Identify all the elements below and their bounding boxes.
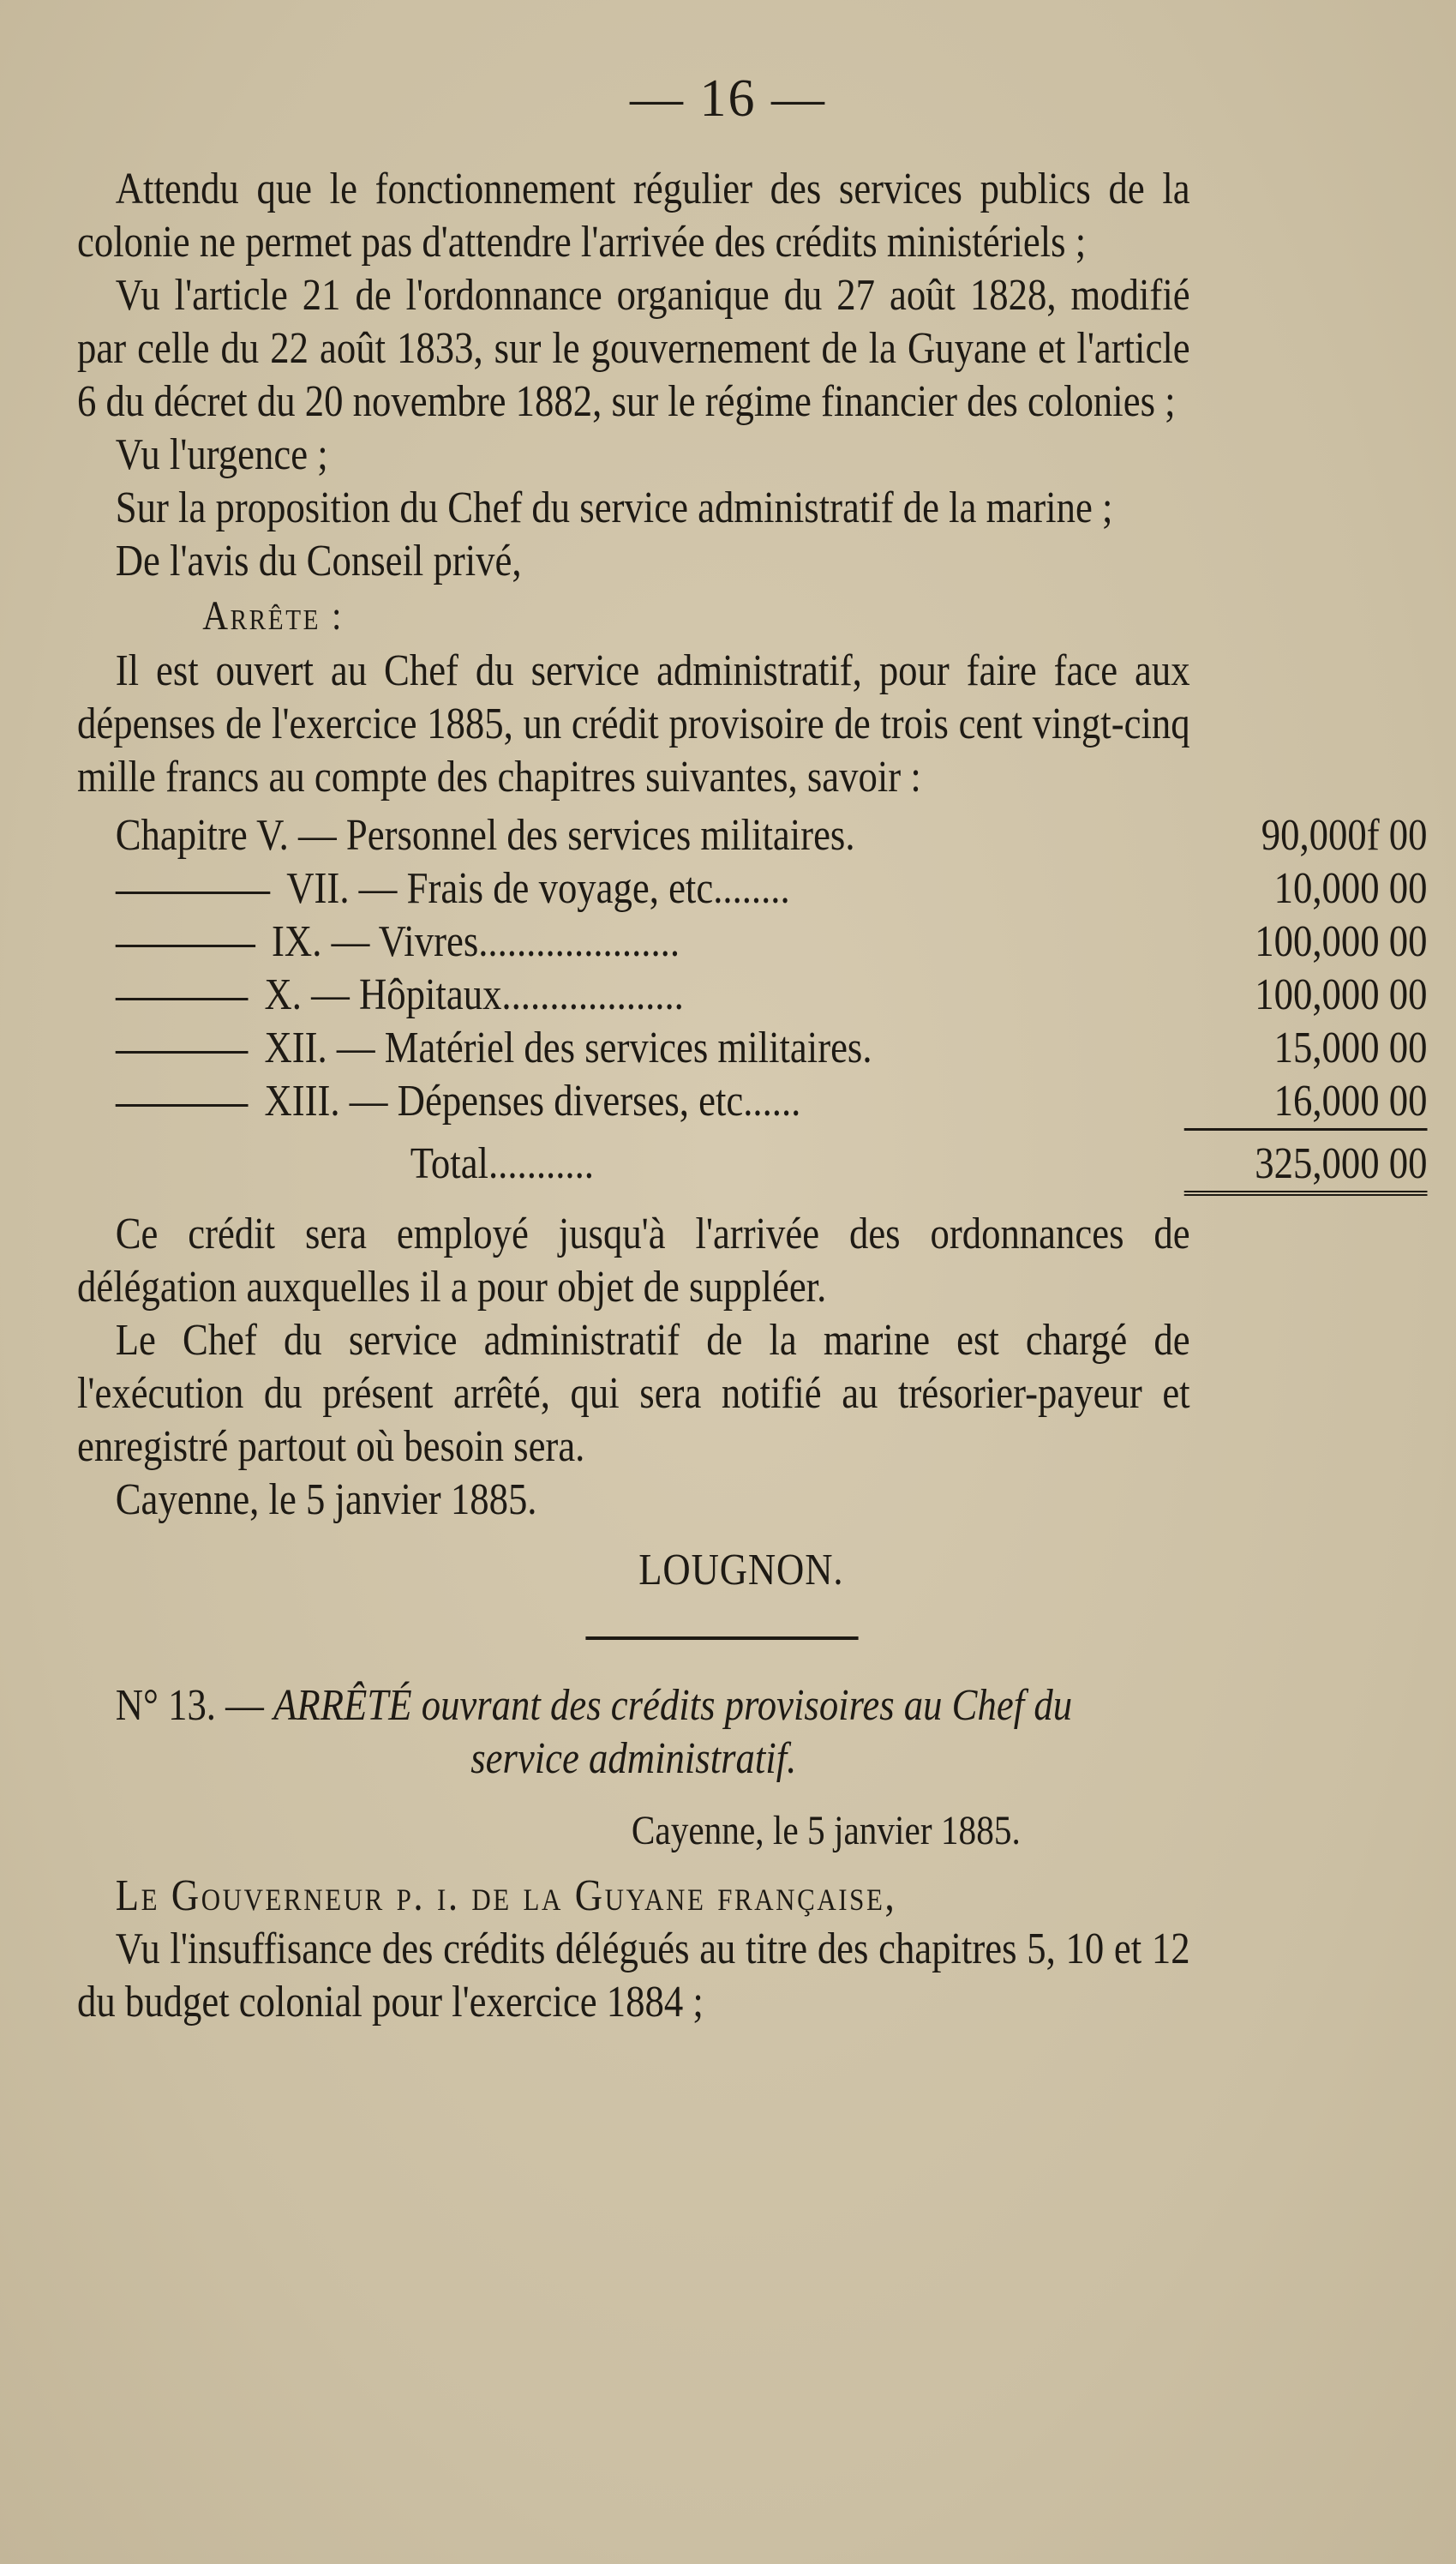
chapter-amount: 10,000 00 (1273, 864, 1428, 913)
act-heading (77, 1679, 1190, 1732)
table-row (116, 969, 1428, 1022)
chapter-label: Chapitre V. — Personnel des services militaires. (115, 811, 855, 860)
act-title: ARRÊTÉ ouvrant des crédits provisoires au Chef du (273, 1681, 1073, 1730)
credits-table (116, 809, 1428, 1196)
chapter-label: XIII. — Dépenses diverses, etc...... (264, 1077, 801, 1126)
ditto-dash (116, 998, 249, 1000)
chapter-label: XII. — Matériel des services militaires. (264, 1024, 872, 1072)
paragraph-credit-employe: Ce crédit sera employé jusqu'à l'arrivée des ordonnances de délégation auxquelles il a pour objet de suppléer. (77, 1210, 1190, 1312)
table-row (116, 862, 1428, 916)
chapter-label: IX. — Vivres..................... (272, 917, 680, 966)
table-row (116, 809, 1428, 862)
paragraph-execution: Le Chef du service administratif de la marine est chargé de l'exécution du présent arrêté, qui sera notifié au trésorier-payeur et enregistré partout où besoin sera. (77, 1316, 1190, 1471)
governor-line: Le Gouverneur p. i. de la Guyane française, (115, 1871, 897, 1920)
signature: LOUGNON. (638, 1546, 844, 1594)
total-label: Total........... (410, 1139, 594, 1188)
total-row (116, 1130, 1428, 1194)
table-row (116, 1075, 1428, 1130)
ditto-dash (116, 892, 271, 894)
chapter-label: VII. — Frais de voyage, etc........ (286, 864, 790, 913)
chapter-label: X. — Hôpitaux................... (264, 970, 684, 1019)
chapter-amount: 16,000 00 (1184, 1075, 1428, 1130)
heading-arrete: Arrête : (202, 593, 345, 639)
chapter-amount: 100,000 00 (1255, 917, 1428, 966)
ditto-dash (116, 1051, 249, 1054)
act-title-continued: service administratif. (470, 1734, 797, 1783)
ditto-dash (116, 945, 255, 947)
table-row (116, 1022, 1428, 1075)
act-number: N° 13. — (115, 1681, 264, 1730)
paragraph-vu-article: Vu l'article 21 de l'ordonnance organique du 27 août 1828, modifié par celle du 22 août 1833, sur le gouvernement de la Guyane et l'article 6 du décret du 20 novembre 1882, sur le régime financier des colonies ; (77, 271, 1190, 426)
paragraph-insuffisance: Vu l'insuffisance des crédits délégués au titre des chapitres 5, 10 et 12 du budget colonial pour l'exercice 1884 ; (77, 1925, 1190, 2027)
paragraph-attendu: Attendu que le fonctionnement régulier des services publics de la colonie ne permet pas d'attendre l'arrivée des crédits ministériels ; (77, 165, 1190, 267)
total-amount: 325,000 00 (1184, 1130, 1428, 1194)
chapter-amount: 100,000 00 (1255, 970, 1428, 1019)
table-row (116, 916, 1428, 969)
document-body (77, 163, 1428, 2029)
page-number: — 16 — (630, 69, 826, 128)
paragraph-proposition: Sur la proposition du Chef du service administratif de la marine ; (115, 483, 1113, 532)
paragraph-avis: De l'avis du Conseil privé, (115, 537, 522, 585)
chapter-amount: 90,000f 00 (1261, 811, 1428, 860)
paragraph-credit-ouvert: Il est ouvert au Chef du service administratif, pour faire face aux dépenses de l'exercice 1885, un crédit provisoire de trois cent vingt-cinq mille francs au compte des chapitres suivantes, savoir : (77, 646, 1190, 802)
chapter-amount: 15,000 00 (1273, 1024, 1428, 1072)
section-divider (585, 1636, 858, 1640)
closing-date: Cayenne, le 5 janvier 1885. (115, 1475, 537, 1524)
act-date: Cayenne, le 5 janvier 1885. (631, 1808, 1021, 1853)
paragraph-vu-urgence: Vu l'urgence ; (115, 430, 328, 479)
ditto-dash (116, 1104, 249, 1107)
